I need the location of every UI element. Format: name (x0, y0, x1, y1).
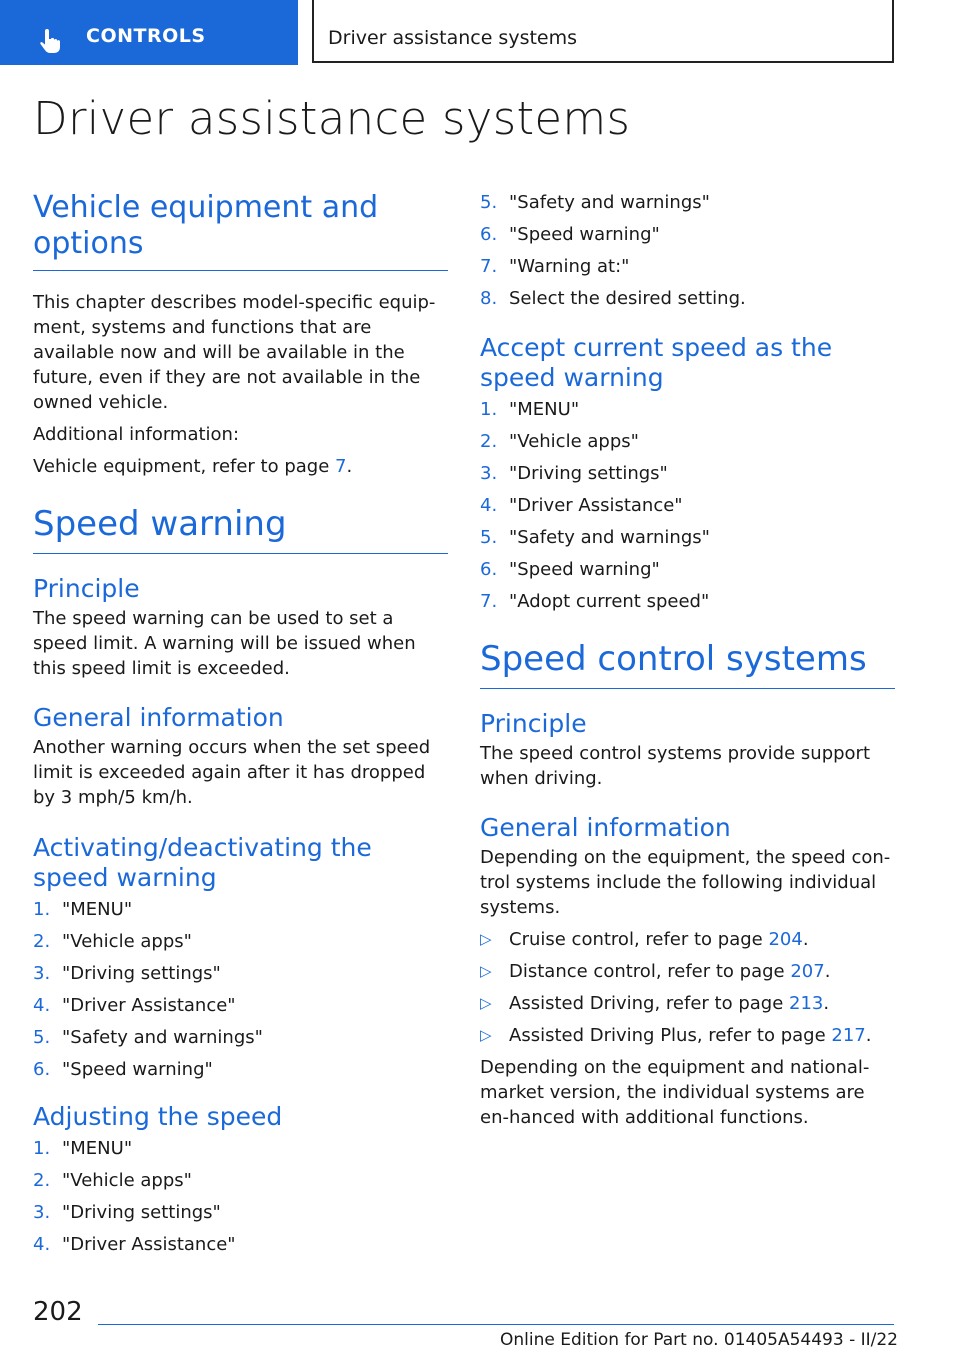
principle-paragraph: The speed warning can be used to set a speed limit. A warning will be issued when this speed limit is exceeded. (33, 608, 416, 679)
speed-control-heading-block (480, 640, 895, 689)
speed-control-heading: Speed control systems (480, 639, 867, 679)
page-link[interactable]: 217 (831, 1025, 866, 1046)
list-item: ▷ Assisted Driving, refer to page 213. (480, 993, 830, 1014)
list-item: 6. "Speed warning" (480, 559, 660, 580)
list-item: ▷ Assisted Driving Plus, refer to page 217. (480, 1025, 872, 1046)
list-item: 1. "MENU" (480, 399, 580, 420)
triangle-bullet-icon: ▷ (480, 1026, 492, 1044)
list-item: 5. "Safety and warnings" (33, 1027, 263, 1048)
triangle-bullet-icon: ▷ (480, 994, 492, 1012)
list-item: 5. "Safety and warnings" (480, 527, 710, 548)
vehicle-heading: Vehicle equipment and options (33, 190, 379, 261)
list-item: 3. "Driving settings" (480, 463, 668, 484)
list-item: 1. "MENU" (33, 899, 133, 920)
list-item: 3. "Driving settings" (33, 963, 221, 984)
page-number: 202 (33, 1297, 83, 1327)
chapter-header (312, 0, 894, 63)
equipment-reference (33, 454, 448, 479)
list-item: 5. "Safety and warnings" (480, 192, 710, 213)
accept-speed-steps (480, 397, 895, 614)
list-item: 8. Select the desired setting. (480, 288, 746, 309)
right-column (480, 190, 895, 1130)
equipment-ref-link[interactable]: 7 (335, 456, 347, 477)
adjusting-heading: Adjusting the speed (33, 1102, 283, 1131)
principle-heading-right: Principle (480, 709, 587, 738)
general-info-paragraph-right: Depending on the equipment, the speed con-trol systems include the following individual systems. (480, 847, 891, 918)
list-item: 4. "Driver Assistance" (480, 495, 683, 516)
footer-divider (98, 1324, 894, 1325)
equipment-ref-text: Vehicle equipment, refer to page (33, 456, 336, 477)
speed-warning-heading: Speed warning (33, 504, 287, 544)
list-item: 4. "Driver Assistance" (33, 995, 236, 1016)
list-item: 3. "Driving settings" (33, 1202, 221, 1223)
general-info-heading-right: General information (480, 813, 731, 842)
general-info-paragraph: Another warning occurs when the set speed limit is exceeded again after it has dropped by 3 mph/5 km/h. (33, 737, 431, 808)
triangle-bullet-icon: ▷ (480, 930, 492, 948)
activating-steps (33, 897, 448, 1082)
page-link[interactable]: 204 (768, 929, 803, 950)
accept-speed-heading: Accept current speed as the speed warning (480, 333, 833, 392)
systems-list (480, 927, 895, 1048)
section-label: CONTROLS (86, 25, 206, 47)
closing-paragraph: Depending on the equipment and national-market version, the individual systems are en-hanced with additional functions. (480, 1057, 870, 1128)
list-item: 2. "Vehicle apps" (33, 1170, 192, 1191)
list-item: 6. "Speed warning" (33, 1059, 213, 1080)
list-item: 6. "Speed warning" (480, 224, 660, 245)
chapter-title: Driver assistance systems (328, 27, 578, 49)
list-item: 2. "Vehicle apps" (480, 431, 639, 452)
triangle-bullet-icon: ▷ (480, 962, 492, 980)
equipment-ref-end: . (346, 456, 353, 477)
list-item: ▷ Distance control, refer to page 207. (480, 961, 831, 982)
principle-heading: Principle (33, 574, 140, 603)
edition-note: Online Edition for Part no. 01405A54493 - II/22 (499, 1330, 898, 1350)
page-link[interactable]: 207 (790, 961, 825, 982)
section-tab (0, 0, 298, 65)
adjusting-steps-continued (480, 190, 895, 311)
list-item: 1. "MENU" (33, 1138, 133, 1159)
adjusting-steps (33, 1136, 448, 1257)
additional-info: Additional information: (33, 424, 240, 445)
vehicle-paragraph: This chapter describes model-specific equip-ment, systems and functions that are available now and will be available in the future, even if they are not available in the owned vehicle. (33, 292, 436, 413)
page-title: Driver assistance systems (33, 92, 631, 145)
list-item: ▷ Cruise control, refer to page 204. (480, 929, 809, 950)
principle-paragraph-right: The speed control systems provide support when driving. (480, 743, 871, 789)
vehicle-heading-block (33, 190, 448, 271)
left-column (33, 190, 448, 1264)
general-info-heading: General information (33, 703, 284, 732)
hand-pointer-icon (38, 27, 66, 55)
activating-heading: Activating/deactivating the speed warning (33, 833, 372, 892)
page-link[interactable]: 213 (789, 993, 824, 1014)
list-item: 4. "Driver Assistance" (33, 1234, 236, 1255)
list-item: 7. "Warning at:" (480, 256, 630, 277)
list-item: 2. "Vehicle apps" (33, 931, 192, 952)
list-item: 7. "Adopt current speed" (480, 591, 710, 612)
speed-warning-heading-block (33, 505, 448, 554)
